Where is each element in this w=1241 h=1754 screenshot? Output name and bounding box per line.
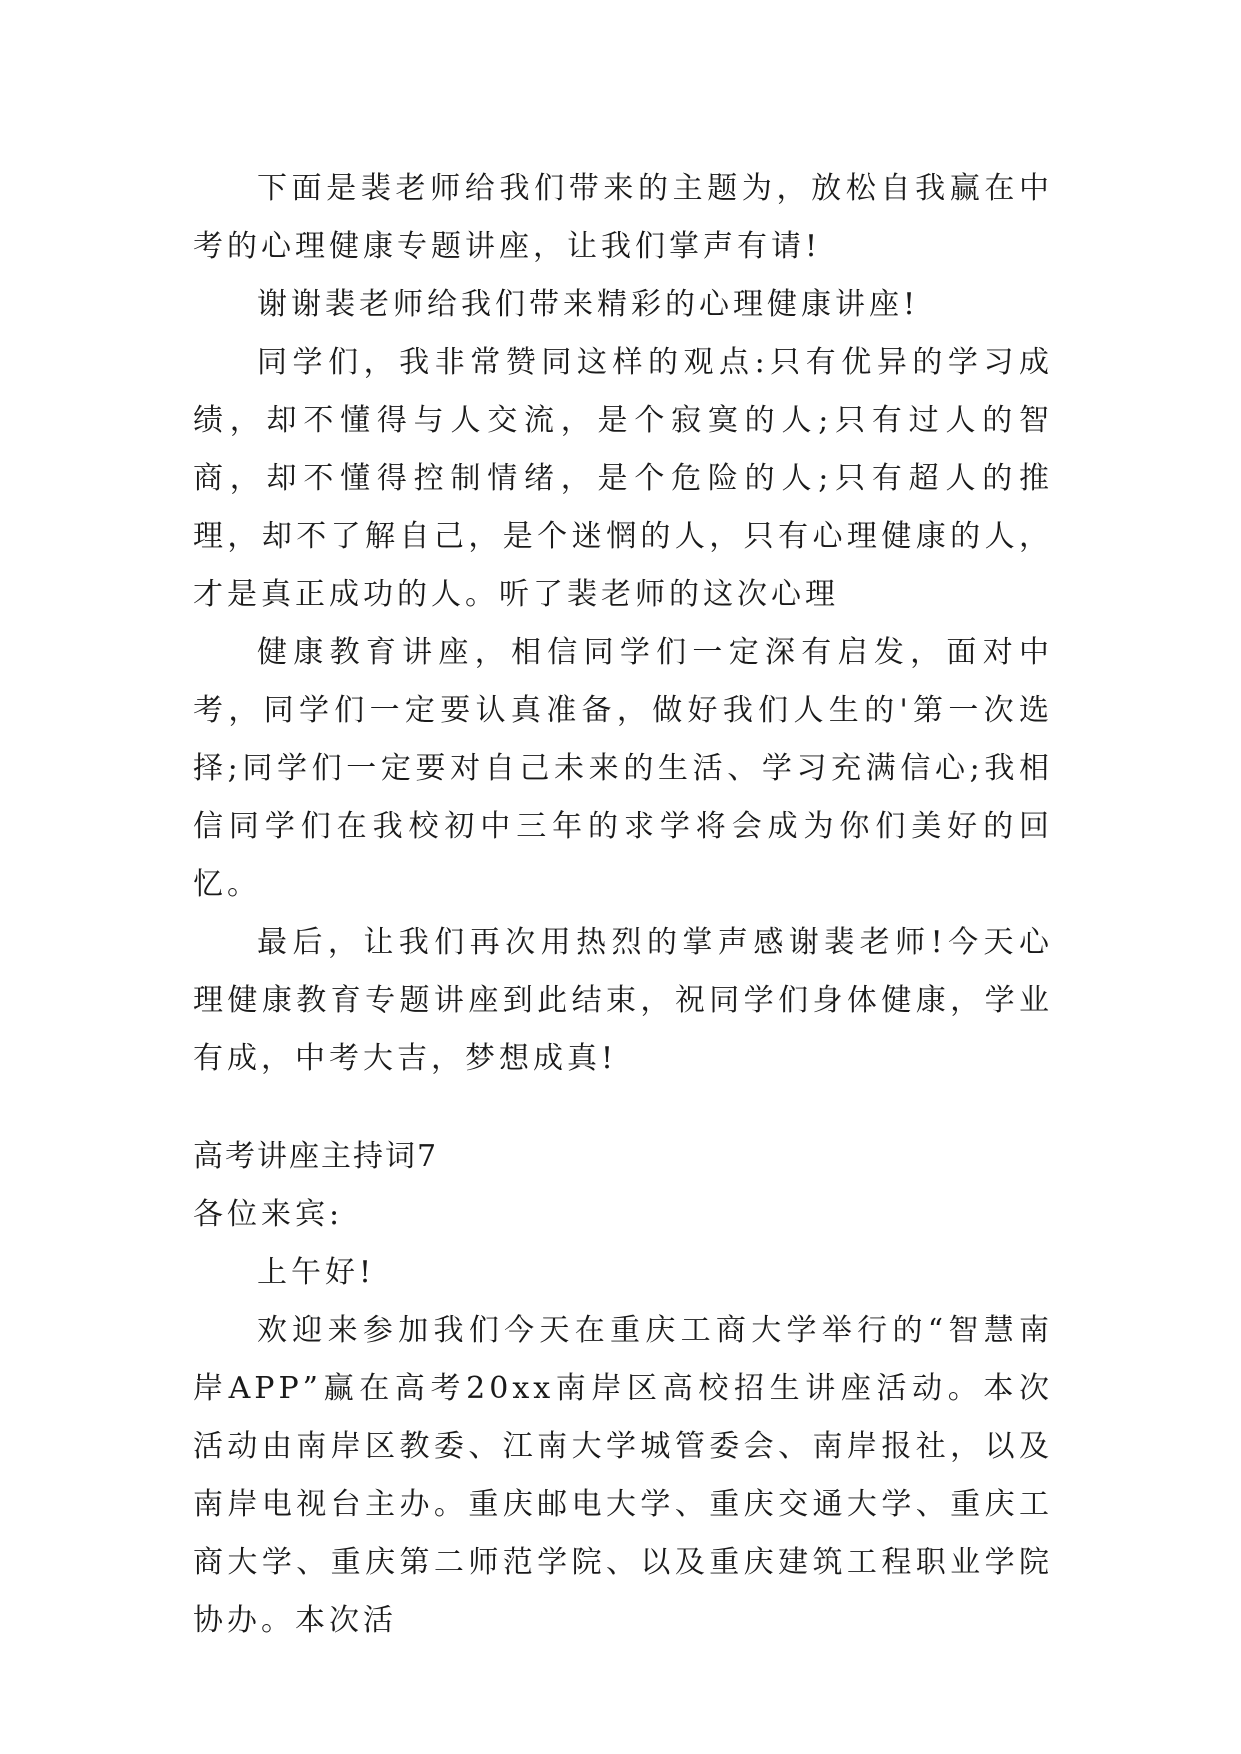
paragraph-welcome: 欢迎来参加我们今天在重庆工商大学举行的“智慧南岸APP”赢在高考20xx南岸区高校招生讲座活动。本次活动由南岸区教委、江南大学城管委会、南岸报社，以及南岸电视台主办。重庆邮电大学、重庆交通大学、重庆工商大学、重庆第二师范学院、以及重庆建筑工程职业学院协办。本次活 (193, 1313, 1053, 1638)
paragraph-greeting: 上午好! (257, 1255, 376, 1290)
paragraph-closing: 最后，让我们再次用热烈的掌声感谢裴老师!今天心理健康教育专题讲座到此结束，祝同学们身体健康，学业有成，中考大吉，梦想成真! (193, 925, 1053, 1076)
paragraph-lecture-intro: 下面是裴老师给我们带来的主题为，放松自我赢在中考的心理健康专题讲座，让我们掌声有请! (193, 171, 1053, 264)
paragraph-inspiration: 健康教育讲座，相信同学们一定深有启发，面对中考，同学们一定要认真准备，做好我们人生的'第一次选择;同学们一定要对自己未来的生活、学习充满信心;我相信同学们在我校初中三年的求学将会成为你们美好的回忆。 (193, 635, 1053, 902)
salutation: 各位来宾: (193, 1197, 344, 1232)
paragraph-viewpoint: 同学们，我非常赞同这样的观点:只有优异的学习成绩，却不懂得与人交流，是个寂寞的人;只有过人的智商，却不懂得控制情绪，是个危险的人;只有超人的推理，却不了解自己，是个迷惘的人，只有心理健康的人，才是真正成功的人。听了裴老师的这次心理 (193, 345, 1053, 612)
section-gap (193, 1088, 1053, 1128)
paragraph-thanks: 谢谢裴老师给我们带来精彩的心理健康讲座! (257, 287, 920, 322)
document-body (193, 160, 1053, 1650)
section-title: 高考讲座主持词7 (193, 1139, 439, 1174)
